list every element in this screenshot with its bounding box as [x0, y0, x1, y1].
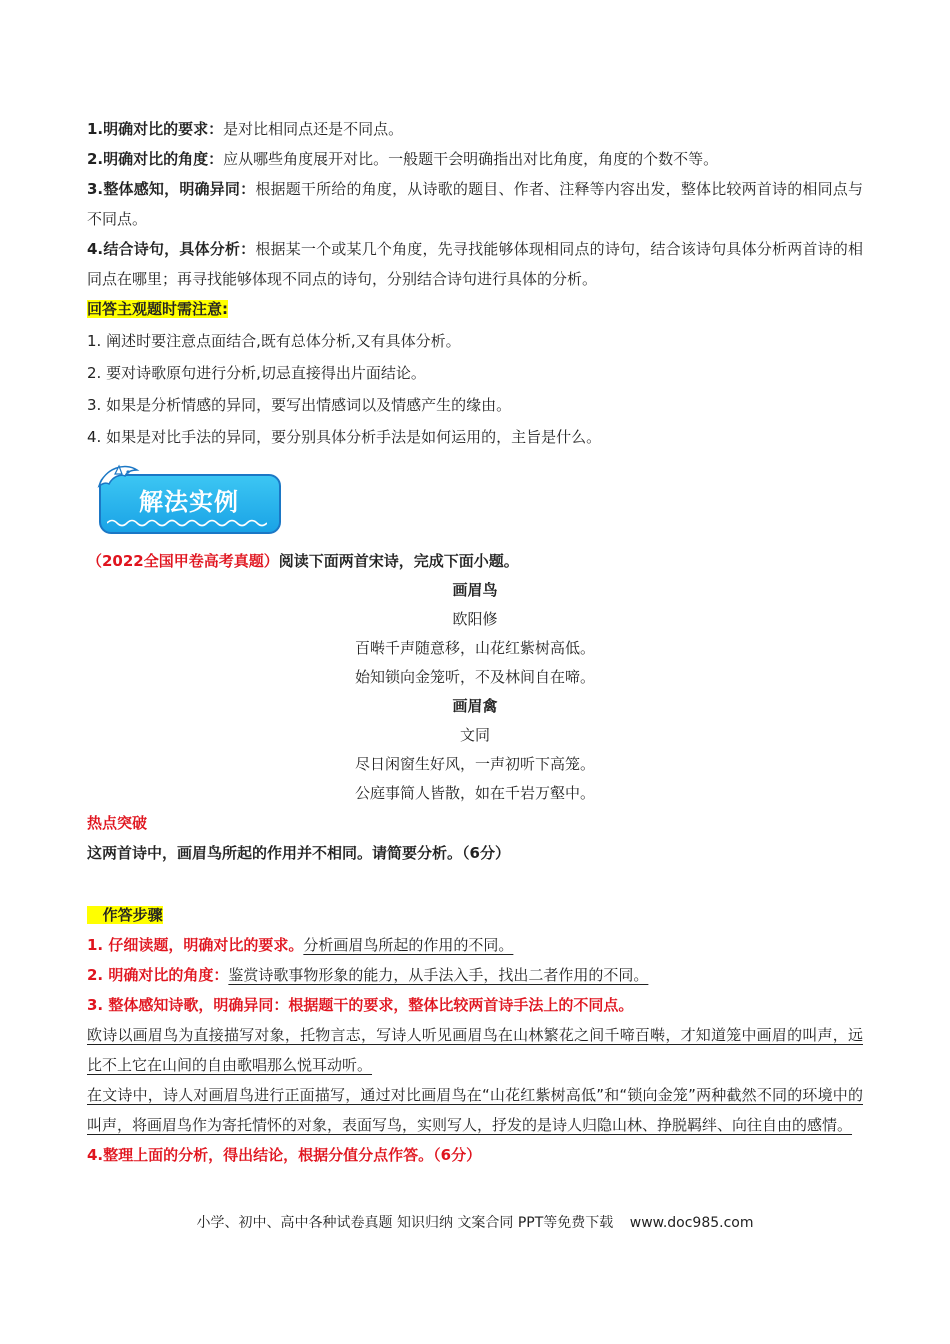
- example-intro: [87, 546, 863, 576]
- method-step-1: [87, 114, 863, 144]
- poem-line: 始知锁向金笼听，不及林间自在啼。: [354, 668, 595, 686]
- example-instruction: 阅读下面两首宋诗，完成下面小题。: [278, 552, 519, 570]
- answer-step-text: 鉴赏诗歌事物形象的能力，从手法入手，找出二者作用的不同。: [228, 966, 649, 984]
- method-step-text: 根据某一个或某几个角度，先寻找能够体现相同点的诗句，结合该诗句具体分析两首诗的相同点在哪里；再寻找能够体现不同点的诗句，分别结合诗句进行具体的分析。: [87, 240, 863, 288]
- hotspot-heading: 热点突破: [87, 814, 148, 832]
- solution-example-banner: [93, 460, 285, 534]
- method-step-label: 3.整体感知，明确异同：: [87, 180, 256, 198]
- poem-title: 画眉鸟: [452, 581, 498, 599]
- poem-author: 文同: [459, 726, 490, 744]
- example-source: （2022全国甲卷高考真题）: [87, 552, 279, 570]
- note-item: 1. 阐述时要注意点面结合,既有总体分析,又有具体分析。: [87, 332, 461, 350]
- answer-heading: 作答步骤: [87, 906, 163, 924]
- poem-line: 公庭事简人皆散，如在千岩万壑中。: [354, 784, 595, 802]
- notes-heading: 回答主观题时需注意:: [87, 300, 228, 318]
- method-step-text: 是对比相同点还是不同点。: [223, 120, 404, 138]
- answer-paragraph-1: 欧诗以画眉鸟为直接描写对象，托物言志，写诗人听见画眉鸟在山林繁花之间千啼百啭，才知道笼中画眉的叫声，远比不上它在山间的自由歌唱那么悦耳动听。: [87, 1026, 863, 1074]
- answer-paragraph-2: 在文诗中，诗人对画眉鸟进行正面描写，通过对比画眉鸟在“山花红紫树高低”和“锁向金笼”两种截然不同的环境中的叫声，将画眉鸟作为寄托情怀的对象，表面写鸟，实则写人，抒发的是诗人归隐山林、挣脱羁绊、向往自由的感情。: [87, 1086, 863, 1134]
- method-step-label: 1.明确对比的要求：: [87, 120, 224, 138]
- wave-decoration: [107, 518, 267, 528]
- note-item: 4. 如果是对比手法的异同，要分别具体分析手法是如何运用的，主旨是什么。: [87, 428, 602, 446]
- method-step-text: 根据题干所给的角度，从诗歌的题目、作者、注释等内容出发，整体比较两首诗的相同点与不同点。: [87, 180, 863, 228]
- method-step-4: [87, 234, 863, 294]
- method-step-label: 2.明确对比的角度：: [87, 150, 224, 168]
- poem-1: [87, 576, 863, 692]
- answer-step-text: 分析画眉鸟所起的作用的不同。: [303, 936, 514, 954]
- poem-title: 画眉禽: [452, 697, 498, 715]
- hotspot-question: 这两首诗中，画眉鸟所起的作用并不相同。请简要分析。（6分）: [87, 844, 510, 862]
- answer-step-4: 4.整理上面的分析，得出结论，根据分值分点作答。（6分）: [87, 1146, 482, 1164]
- footer-site[interactable]: www.doc985.com: [629, 1215, 754, 1231]
- footer-text: 小学、初中、高中各种试卷真题 知识归纳 文案合同 PPT等免费下载: [196, 1215, 614, 1231]
- dolphin-icon: [95, 460, 143, 500]
- banner-label: 解法实例: [139, 488, 239, 516]
- poem-line: 百啭千声随意移，山花红紫树高低。: [354, 639, 595, 657]
- method-step-3: [87, 174, 863, 234]
- method-step-label: 4.结合诗句，具体分析：: [87, 240, 256, 258]
- answer-step-label: 2. 明确对比的角度：: [87, 966, 229, 984]
- poem-line: 尽日闲窗生好风，一声初听下高笼。: [354, 755, 595, 773]
- answer-heading-row: [87, 900, 863, 930]
- footer: [0, 1212, 950, 1232]
- answer-step-3: 3. 整体感知诗歌，明确异同：根据题干的要求，整体比较两首诗手法上的不同点。: [87, 996, 634, 1014]
- poem-2: [87, 692, 863, 808]
- note-item: 3. 如果是分析情感的异同，要写出情感词以及情感产生的缘由。: [87, 396, 512, 414]
- answer-step-label: 1. 仔细读题，明确对比的要求。: [87, 936, 304, 954]
- notes-heading-row: [87, 294, 863, 324]
- answer-step-2: [87, 960, 863, 990]
- content: [87, 114, 863, 1170]
- poem-author: 欧阳修: [452, 610, 498, 628]
- note-item: 2. 要对诗歌原句进行分析,切忌直接得出片面结论。: [87, 364, 426, 382]
- answer-step-1: [87, 930, 863, 960]
- method-step-text: 应从哪些角度展开对比。一般题干会明确指出对比角度，角度的个数不等。: [223, 150, 719, 168]
- method-step-2: [87, 144, 863, 174]
